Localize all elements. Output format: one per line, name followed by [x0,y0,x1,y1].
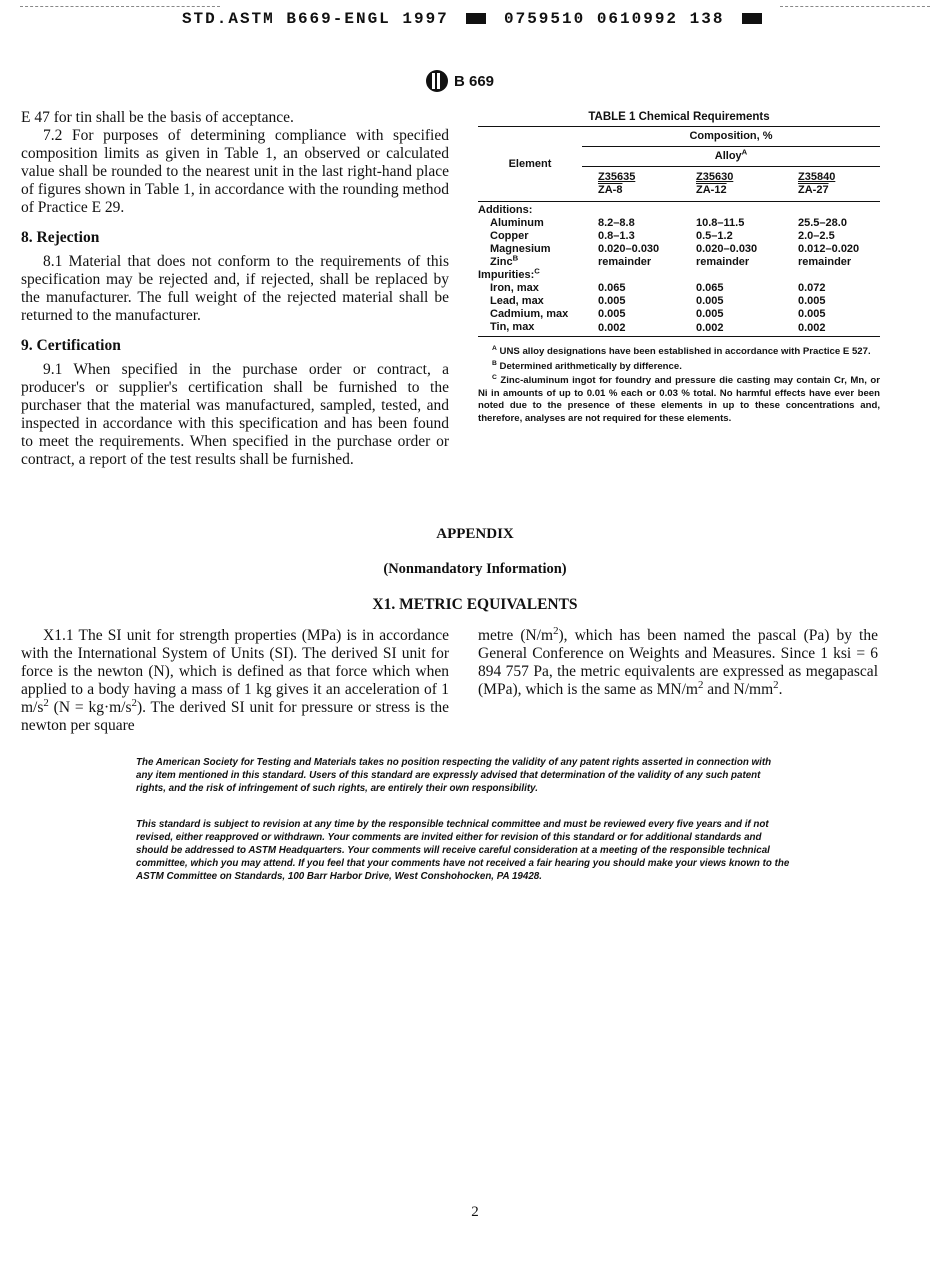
paragraph-9-1: 9.1 When specified in the purchase order or contract, a producer's or supplier's certification shall be furnished to the purchaser that the material was manufactured, sampled, tested, and inspected in accordance with this specification and has been found to meet the requirements. When specified in the purchase order or contract, a report of the test results shall be furnished. [21,361,449,468]
table-cell: 0.065 [696,282,724,294]
table-cell: 25.5–28.0 [798,217,847,229]
footnote-c: $^C$ Zinc-aluminum ingot for foundry and pressure die casting may contain Cr, Mn, or Ni in amounts of up to 0.01 % each or 0.03 % total. No harmful effects have ever been noted due to the presence of these elements in up to these concentrations and, therefore, analyses are not required for these elements. [478,373,881,424]
black-block-mark [466,13,486,24]
za-code: ZA-27 [798,184,829,196]
additions-label: Additions: [478,204,533,216]
footnote-b: $^B$ Determined arithmetically by difference. [492,359,682,372]
standard-id-line [0,10,950,28]
astm-logo-icon [426,70,448,92]
table-cell: remainder [598,256,652,268]
impurities-label: Impurities:$^C$ [478,266,540,281]
paragraph-e47: E 47 for tin shall be the basis of acceptance. [21,109,294,126]
footnote-mark: C [534,266,540,276]
table-cell: 0.002 [598,322,626,334]
table-cell: 0.072 [798,282,826,294]
table-cell: 0.065 [598,282,626,294]
table-cell: 0.020–0.030 [598,243,660,255]
footnote-a: $^A$ UNS alloy designations have been established in accordance with Practice E 527. [492,344,871,357]
paragraph-x1-1: X1.1 The SI unit for strength properties (MPa) is in accordance with the International System of Units (SI). The derived SI unit for force is the newton (N), which is defined as that force which when applied to a body having a mass of 1 kg gives it an acceleration of 1 $m/s^2$ $(N = kg\cdot m/s^2)$. The derived SI unit for pressure or stress is the newton per square [21,627,450,734]
element-name: Iron, max [490,282,539,294]
table-cell: 0.8–1.3 [598,230,635,242]
appendix-left-column [21,627,449,735]
element-name: Magnesium [490,243,551,255]
za-code: ZA-8 [598,184,623,196]
element-name: Copper [490,230,529,242]
table-cell: 0.5–1.2 [696,230,733,242]
table-cell: 2.0–2.5 [798,230,835,242]
paragraph-7-2: 7.2 For purposes of determining compliance with specified composition limits as given in Table 1, an observed or calculated value shall be rounded to the nearest unit in the last right-hand place of figures shown in Table 1, in accordance with the rounding method of Practice E 29. [21,127,449,216]
table-row [478,230,880,243]
table-row [478,243,880,256]
standard-code: 0759510 0610992 138 [504,10,725,28]
element-name: Tin, max [490,321,535,333]
element-name: Lead, max [490,295,544,307]
uns-code: Z35635 [598,171,636,183]
heading-rejection: 8. Rejection [21,229,100,246]
revision-notice: This standard is subject to revision at any time by the responsible technical committee and must be reviewed every five years and if not revised, either reapproved or withdrawn. Your comments are invited either for revision of this standard or for additional standards and should be addressed to ASTM Headquarters. Your comments will receive careful consideration at a meeting of the responsible technical committee, which you may attend. If you feel that your comments have not received a fair hearing you should make your views known to the ASTM Committee on Standards, 100 Barr Harbor Drive, West Conshohocken, PA 19428. [136,819,790,882]
footnote-mark: B [492,359,497,367]
table-cell: 0.005 [798,308,826,320]
standard-id: STD.ASTM B669-ENGL 1997 [181,10,449,28]
footnote-mark: B [512,253,519,263]
appendix-section-title: X1. METRIC EQUIVALENTS [372,596,578,613]
table-cell: 0.002 [798,322,826,334]
table-cell: 0.005 [598,295,626,307]
composition-header: Composition, % [582,127,880,147]
table-row [478,282,880,295]
element-name: Cadmium, max [490,308,569,320]
heading-certification: 9. Certification [21,337,121,354]
appendix-title: APPENDIX [436,526,514,542]
table-cell: 0.012–0.020 [798,243,860,255]
table-cell: remainder [798,256,852,268]
designation: B 669 [454,72,495,90]
table-row [478,217,880,230]
footnote-mark: A [741,147,748,157]
paragraph-8-1: 8.1 Material that does not conform to the requirements of this specification may be rejected and, if rejected, shall be replaced by the manufacturer. The full weight of the rejected material shall be returned to the manufacturer. [21,253,449,324]
table-cell: 0.020–0.030 [696,243,758,255]
table-row [478,308,880,321]
table-cell: remainder [696,256,750,268]
alloy-header: Alloy$^A$ [582,147,880,167]
table-cell: 8.2–8.8 [598,217,635,229]
chemical-requirements-table [478,126,880,337]
element-header: Element [508,157,552,170]
table-cell: 0.005 [798,295,826,307]
table-cell: 10.8–11.5 [696,217,745,229]
designation-header [426,70,494,92]
paragraph-x1-1-continued: metre $(N/m^2)$, which has been named the pascal (Pa) by the General Conference on Weights and Measures. Since 1 ksi = 6 894 757 Pa, the metric equivalents are expressed as megapascal (MPa), which is the same as $MN/m^2$ and $N/mm^2$. [478,624,878,698]
patent-notice: The American Society for Testing and Materials takes no position respecting the validity of any patent rights asserted in connection with any item mentioned in this standard. Users of this standard are expressly advised that determination of the validity of any such patent rights, and the risk of infringement of such rights, are entirely their own responsibility. [136,757,772,794]
alloy-column-header [782,167,880,202]
appendix-subtitle: (Nonmandatory Information) [383,561,567,577]
element-name: Zinc$^B$ [490,253,519,268]
table-title: TABLE 1 Chemical Requirements [588,111,770,123]
table-row [478,321,880,337]
table-cell: 0.005 [598,308,626,320]
uns-code: Z35840 [798,171,836,183]
za-code: ZA-12 [696,184,727,196]
element-name: Aluminum [490,217,544,229]
table-footnotes [478,346,880,425]
left-column [21,109,449,469]
appendix-right-column [478,624,878,699]
top-rule-right [780,6,930,7]
alloy-column-header [582,167,680,202]
black-block-mark [742,13,762,24]
footnote-mark: A [492,344,497,352]
table-row [478,295,880,308]
alloy-column-header [680,167,782,202]
page-number: 2 [471,1204,479,1220]
table-cell: 0.005 [696,308,724,320]
table-cell: 0.005 [696,295,724,307]
footnote-mark: C [492,373,497,381]
table-cell: 0.002 [696,322,724,334]
uns-code: Z35630 [696,171,734,183]
top-rule-left [20,6,220,7]
